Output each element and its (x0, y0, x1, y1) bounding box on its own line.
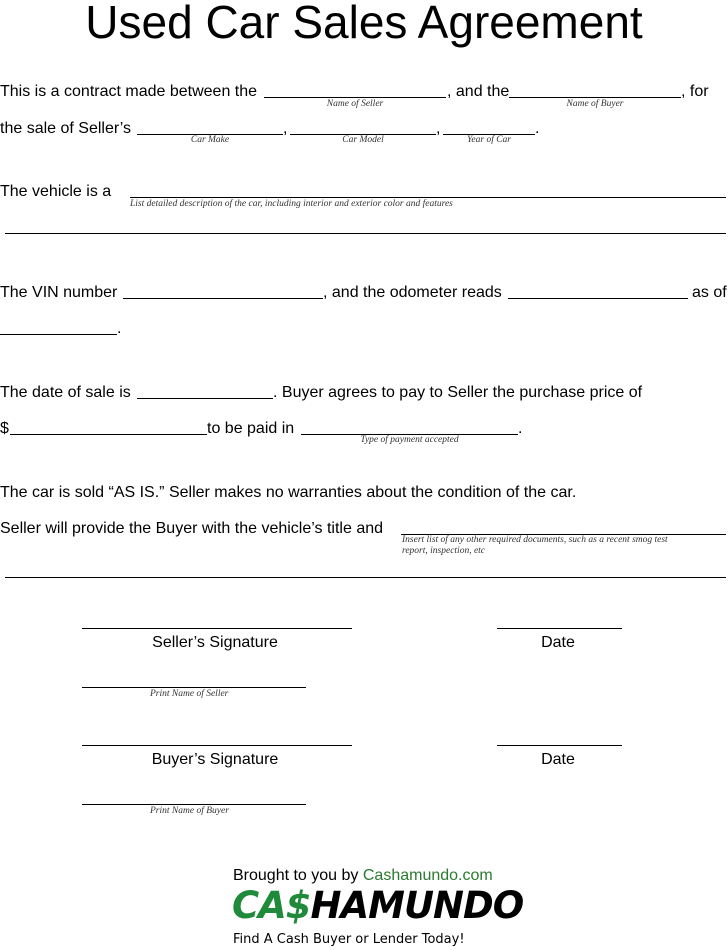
vehicle-is-text: The vehicle is a (0, 183, 112, 200)
period-2: . (117, 320, 122, 337)
cashamundo-logo (232, 884, 523, 928)
vehicle-description-blank-2[interactable] (5, 233, 726, 234)
as-is-text: The car is sold “AS IS.” Seller makes no warranties about the condition of the car. (0, 484, 577, 501)
document-title: Used Car Sales Agreement (85, 0, 643, 48)
logo-tagline: Find A Cash Buyer or Lender Today! (233, 932, 465, 947)
period-1: . (535, 120, 540, 137)
documents-caption-1: Insert list of any other required documents, such as a recent smog test (402, 535, 668, 545)
seller-name-blank[interactable] (264, 97, 446, 98)
logo-part-ca: CA (232, 884, 286, 927)
title-provision-text: Seller will provide the Buyer with the vehicle’s title and (0, 520, 384, 537)
date-of-sale-blank[interactable] (137, 398, 273, 399)
documents-blank-2[interactable] (5, 577, 726, 578)
seller-signature-line[interactable] (82, 628, 352, 629)
payment-type-caption: Type of payment accepted (360, 435, 459, 445)
buyer-signature-line[interactable] (82, 745, 352, 746)
dollar-sign: $ (0, 420, 9, 437)
buyer-date-line[interactable] (497, 745, 622, 746)
paid-in-text: to be paid in (207, 420, 295, 437)
vehicle-description-caption: List detailed description of the car, including interior and exterior color and features (130, 199, 453, 209)
seller-print-caption: Print Name of Seller (150, 689, 229, 699)
documents-caption-2: report, inspection, etc (402, 546, 486, 556)
vin-blank[interactable] (123, 298, 323, 299)
date-of-sale-text: The date of sale is (0, 384, 131, 401)
brought-by-line (233, 866, 493, 886)
logo-part-hamundo: HAMUNDO (310, 884, 524, 927)
brought-by-text: Brought to you by (233, 867, 359, 884)
vehicle-description-blank[interactable] (130, 197, 726, 198)
buyer-print-caption: Print Name of Buyer (150, 806, 229, 816)
comma-2: , (436, 120, 441, 137)
seller-date-line[interactable] (497, 628, 622, 629)
buyer-date-label: Date (541, 751, 575, 768)
as-of-text: as of (692, 284, 727, 301)
seller-date-label: Date (541, 634, 575, 651)
sale-of-text: the sale of Seller’s (0, 120, 132, 137)
for-text: , for (681, 83, 709, 100)
seller-print-line[interactable] (82, 687, 306, 688)
site-link[interactable]: Cashamundo.com (362, 867, 493, 884)
odometer-text: , and the odometer reads (323, 284, 502, 301)
buyer-name-blank[interactable] (509, 97, 681, 98)
contract-intro-text: This is a contract made between the (0, 83, 258, 100)
buyer-signature-label: Buyer’s Signature (151, 751, 279, 768)
car-year-caption: Year of Car (467, 135, 511, 145)
car-make-caption: Car Make (190, 135, 230, 145)
as-of-date-blank[interactable] (0, 334, 117, 335)
comma-1: , (283, 120, 288, 137)
odometer-blank[interactable] (508, 298, 688, 299)
car-model-caption: Car Model (342, 135, 384, 145)
and-the-text: , and the (447, 83, 510, 100)
price-blank[interactable] (10, 434, 207, 435)
period-3: . (518, 420, 523, 437)
vin-text: The VIN number (0, 284, 118, 301)
seller-name-caption: Name of Seller (326, 99, 384, 109)
buyer-print-line[interactable] (82, 804, 306, 805)
logo-dollar-sign: $ (285, 884, 311, 927)
purchase-price-text: . Buyer agrees to pay to Seller the purchase price of (273, 384, 643, 401)
buyer-name-caption: Name of Buyer (566, 99, 624, 109)
seller-signature-label: Seller’s Signature (152, 634, 278, 651)
